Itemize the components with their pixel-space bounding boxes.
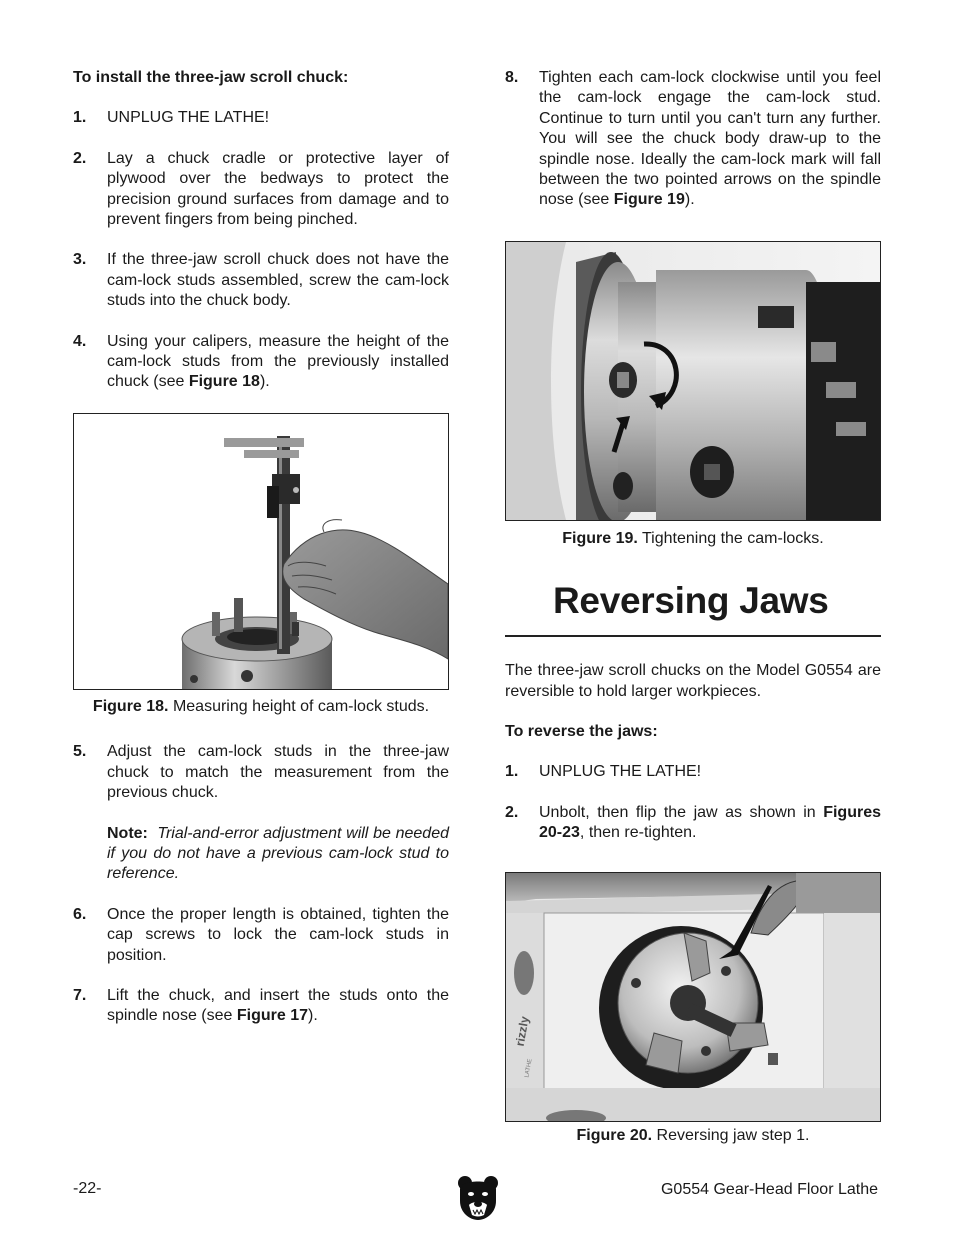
figure-caption-text: Reversing jaw step 1. <box>656 1126 810 1144</box>
figure-20-image <box>505 872 881 1122</box>
step-number: 5. <box>73 743 87 761</box>
step-7 <box>73 986 449 1027</box>
figure-caption-text: Tightening the cam-locks. <box>642 529 824 547</box>
step-number: 2. <box>505 803 519 821</box>
figure-19-caption <box>505 529 881 549</box>
right-column <box>505 68 881 1146</box>
figure-20-caption <box>505 1126 881 1146</box>
figure-20-plate-text: LATHE <box>524 1058 534 1078</box>
figure-reference: Figure 19 <box>613 191 685 209</box>
figure-label: Figure 18. <box>92 697 169 715</box>
reverse-step-1 <box>505 762 881 782</box>
intro-paragraph: The three-jaw scroll chucks on the Model G0554 are reversible to hold larger workpieces. <box>505 662 881 700</box>
left-column <box>73 68 449 1047</box>
step-text: Adjust the cam-lock studs in the three-jaw chuck to match the measurement from the previous chuck. <box>107 743 449 802</box>
manual-title: G0554 Gear-Head Floor Lathe <box>660 1181 878 1198</box>
figure-caption-text: Measuring height of cam-lock studs. <box>172 697 430 715</box>
install-heading: To install the three-jaw scroll chuck: <box>73 69 349 86</box>
step-number: 2. <box>73 149 87 167</box>
reverse-step-2 <box>505 803 881 844</box>
step-text: Lift the chuck, and insert the studs onto the spindle nose (see Figure 17). <box>107 986 449 1025</box>
step-5 <box>73 742 449 884</box>
step-text: UNPLUG THE LATHE! <box>539 763 702 781</box>
step-text: If the three-jaw scroll chuck does not have the cam-lock studs assembled, screw the cam-lock studs into the chuck body. <box>107 251 449 310</box>
section-title: Reversing Jaws <box>553 580 829 622</box>
step-number: 1. <box>505 763 519 781</box>
step-1 <box>73 108 449 128</box>
step-4 <box>73 332 449 393</box>
reverse-heading: To reverse the jaws: <box>505 723 658 741</box>
step-text: Lay a chuck cradle or protective layer of plywood over the bedways to protect the precision ground surfaces from damage and to prevent fingers from being pinched. <box>107 149 449 229</box>
figure-18-image <box>73 413 449 690</box>
step-6 <box>73 905 449 966</box>
figure-reference: Figure 18 <box>188 373 260 391</box>
step-number: 8. <box>505 69 519 86</box>
step-number: 3. <box>73 251 87 269</box>
step-number: 6. <box>73 905 87 923</box>
step-number: 7. <box>73 986 87 1004</box>
step-text: Unbolt, then flip the jaw as shown in Figures 20-23, then re-tighten. <box>539 803 881 842</box>
step-3 <box>73 250 449 311</box>
section-divider <box>505 635 881 637</box>
step-number: 4. <box>73 332 87 350</box>
note-text: Trial-and-error adjustment will be needed if you do not have a previous cam-lock stud to reference. <box>107 824 450 883</box>
step-number: 1. <box>73 109 87 127</box>
figure-label: Figure 20. <box>576 1126 653 1144</box>
note-label: Note: <box>107 824 148 842</box>
figure-label: Figure 19. <box>562 529 638 547</box>
step-text: UNPLUG THE LATHE! <box>107 109 270 127</box>
step-2 <box>73 149 449 231</box>
figure-18-caption <box>73 697 449 717</box>
bear-logo-icon <box>456 1175 500 1221</box>
step-8 <box>505 68 881 211</box>
step-text: Once the proper length is obtained, tighten the cap screws to lock the cam-lock studs in position. <box>107 905 449 964</box>
figure-19-image <box>505 241 881 521</box>
step-text: Tighten each cam-lock clockwise until you feel the cam-lock engage the cam-lock stud. Continue to turn until you can't turn any further. You will see the chuck body draw-up to the spindle nose. Ideally the cam-lock mark will fall between the two pointed arrows on the spindle nose (see Figure 19). <box>539 69 881 209</box>
note <box>107 824 449 885</box>
step-text: Using your calipers, measure the height of the cam-lock studs from the previously installed chuck (see Figure 18). <box>107 332 449 391</box>
figure-20-brand-text: rizzly <box>512 1014 532 1047</box>
figure-reference: Figures 20-23 <box>539 803 881 842</box>
page-number: -22- <box>73 1180 102 1197</box>
figure-reference: Figure 17 <box>236 1007 308 1025</box>
